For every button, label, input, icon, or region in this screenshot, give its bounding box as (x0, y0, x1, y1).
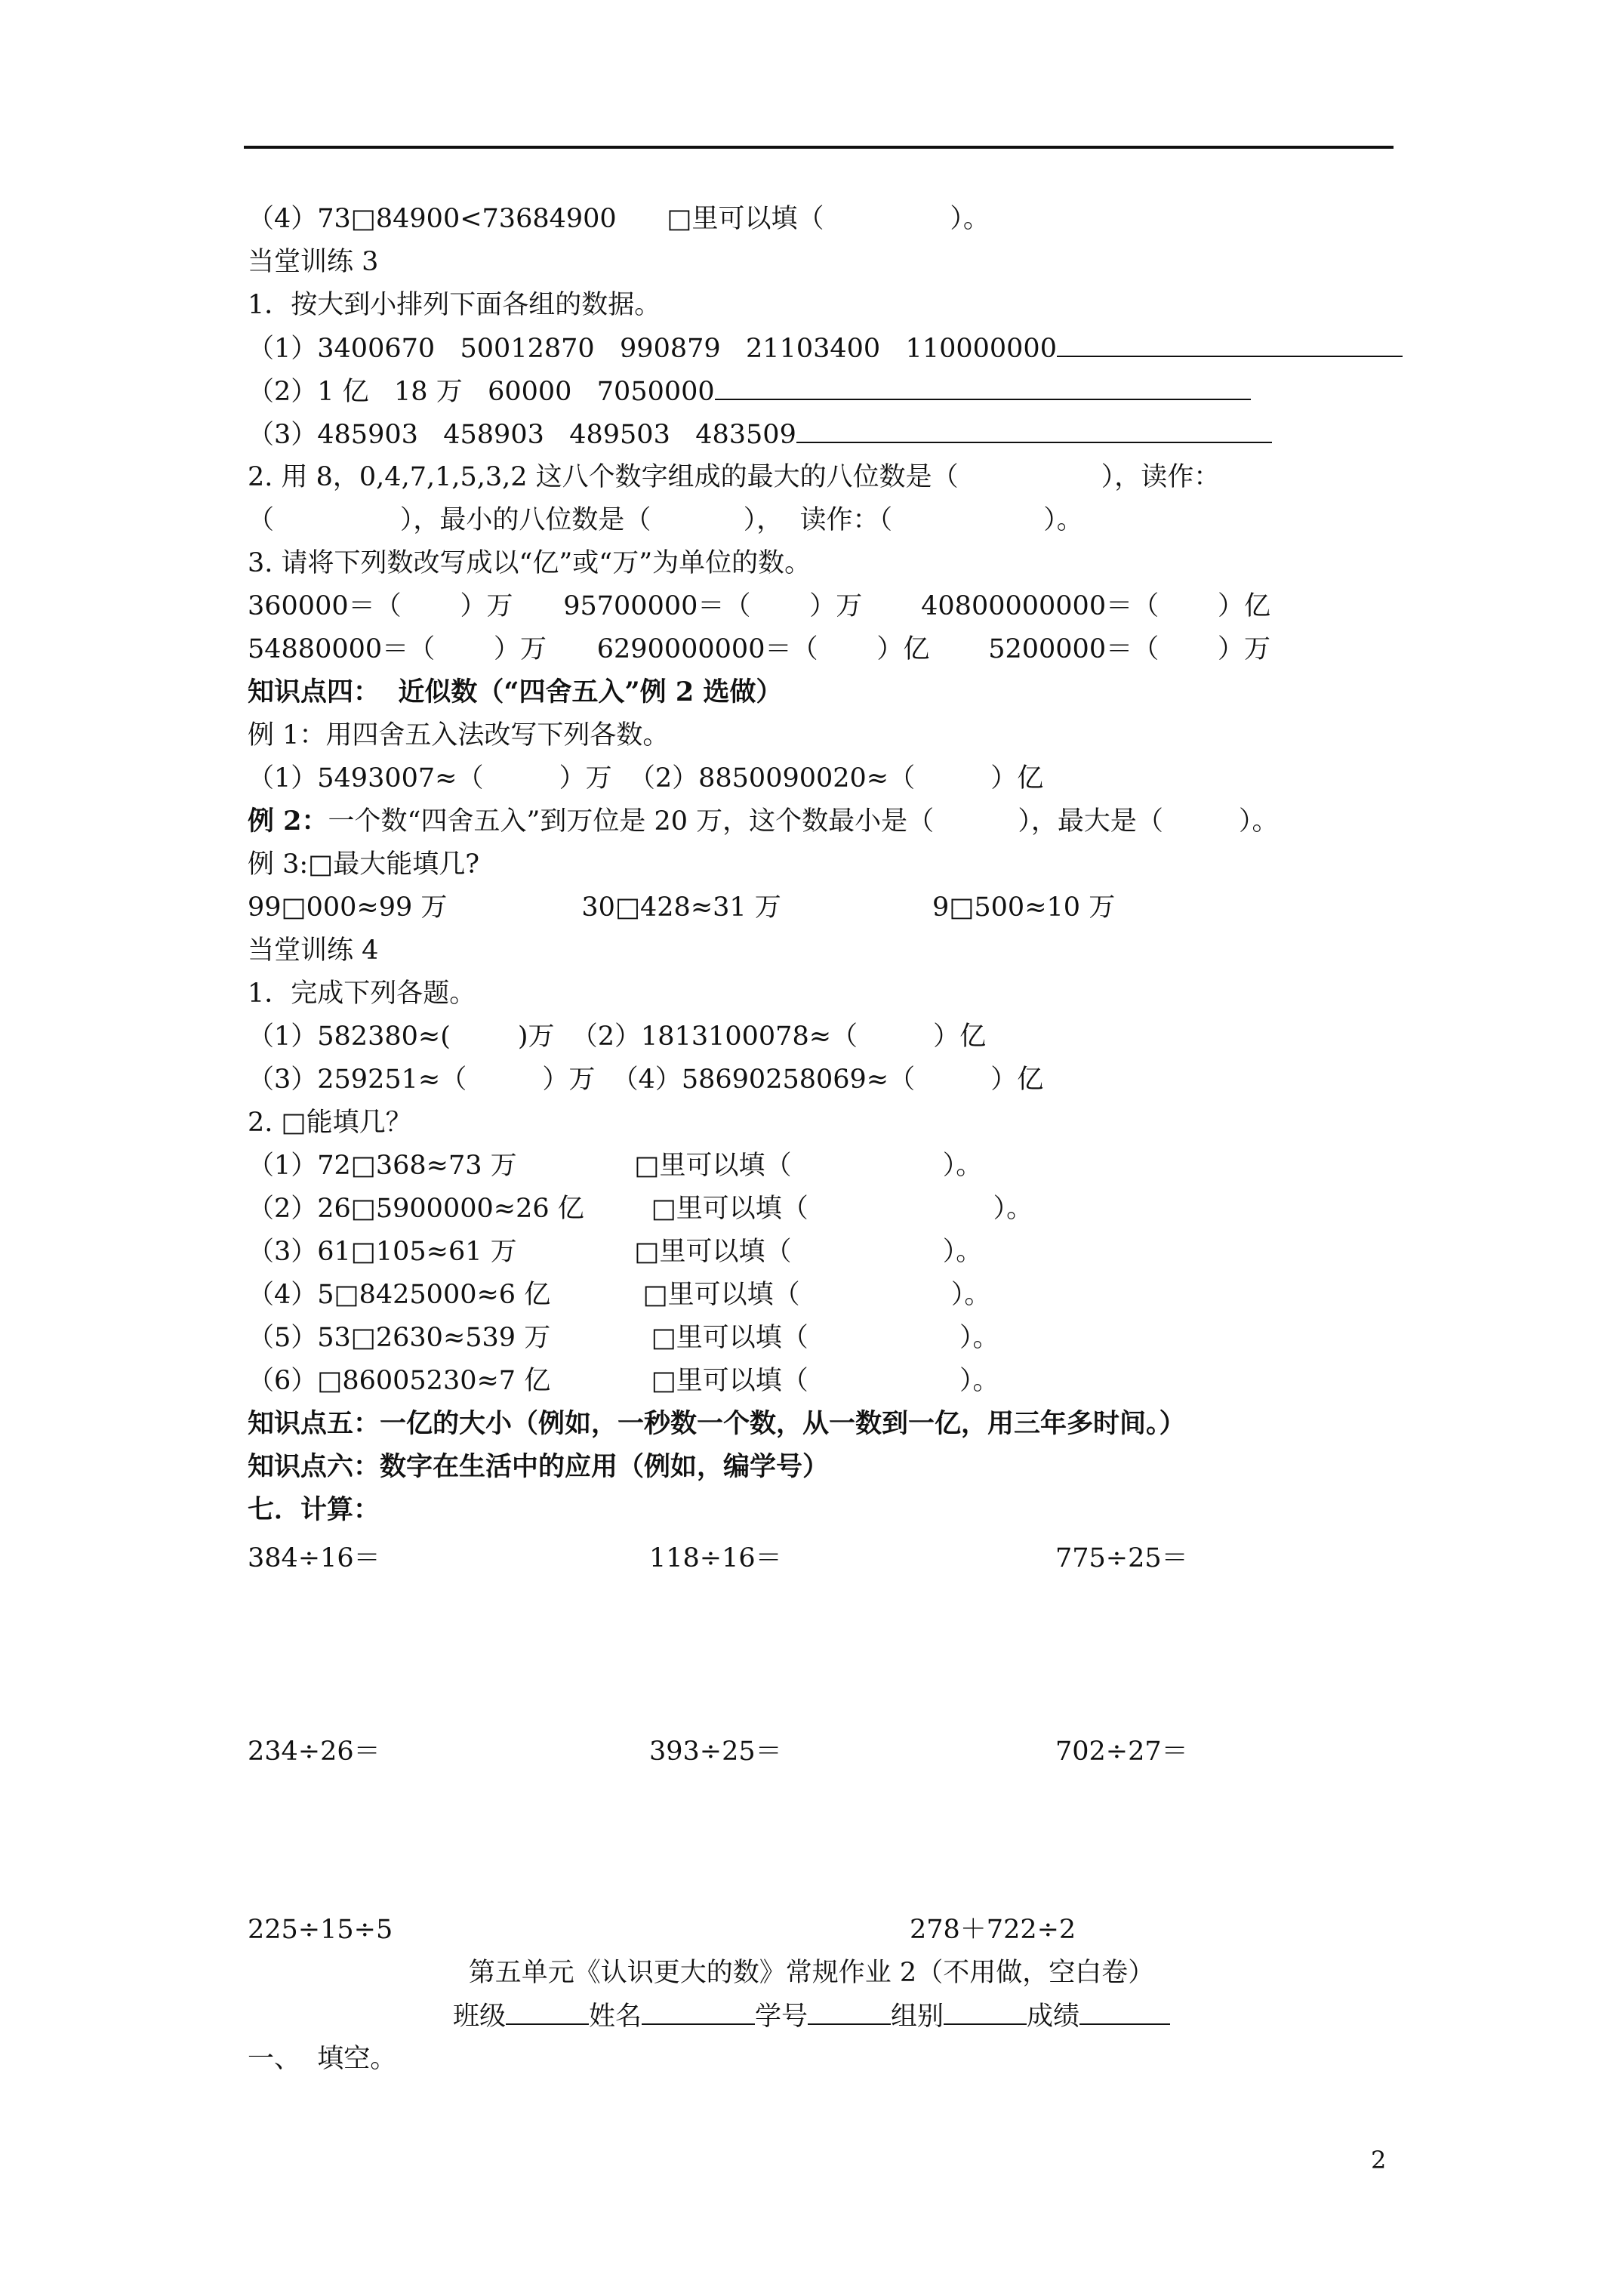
example-1: 例 1：用四舍五入法改写下列各数。 (248, 720, 670, 750)
question: 2. □能填几？ (248, 1108, 412, 1138)
section-heading: 七．计算： (248, 1494, 380, 1525)
example-3: 例 3:□最大能填几? (248, 849, 480, 880)
fill-in-section: 一、 填空。 (248, 2044, 397, 2074)
score-label: 成绩 (1027, 2002, 1080, 2032)
text-line: 54880000＝（ ）万 6290000000＝（ ）亿 5200000＝（ ）万 (248, 634, 1270, 664)
sort-group-3: （3）485903 458903 489503 483509 (248, 420, 796, 450)
answer-line (1057, 330, 1403, 357)
calc-item: 384÷16＝ (248, 1543, 380, 1573)
text-line: （2）26□5900000≈26 亿 □里可以填（ ）。 (248, 1194, 1033, 1224)
section-heading: 当堂训练 4 (248, 935, 379, 966)
section-heading: 当堂训练 3 (248, 247, 379, 277)
name-blank (642, 1998, 755, 2025)
question: 1．完成下列各题。 (248, 978, 476, 1009)
knowledge-point-6: 知识点六：数字在生活中的应用（例如，编学号） (248, 1451, 830, 1482)
example-text: 一个数“四舍五入”到万位是 20 万，这个数最小是（ ），最大是（ ）。 (328, 806, 1279, 837)
page-number: 2 (1371, 2146, 1387, 2174)
text-line: （4）5□8425000≈6 亿 □里可以填（ ）。 (248, 1280, 991, 1310)
calc-item: 225÷15÷5 (248, 1915, 393, 1945)
question: 1．按大到小排列下面各组的数据。 (248, 290, 661, 320)
text-line: 360000＝（ ）万 95700000＝（ ）万 40800000000＝（ ）亿 (248, 591, 1270, 621)
calc-item: 775÷25＝ (1055, 1543, 1188, 1573)
class-blank (506, 1998, 589, 2025)
text-line (248, 416, 1272, 453)
sort-group-2: （2）1 亿 18 万 60000 7050000 (248, 377, 715, 407)
id-blank (808, 1998, 891, 2025)
sort-group-1: （1）3400670 50012870 990879 21103400 110000000 (248, 334, 1057, 364)
header-rule (244, 146, 1394, 149)
text-line: （5）53□2630≈539 万 □里可以填（ ）。 (248, 1323, 999, 1353)
name-label: 姓名 (588, 2002, 642, 2032)
student-info-row (0, 1998, 1623, 2035)
worksheet-title: 第五单元《认识更大的数》常规作业 2（不用做，空白卷） (468, 1958, 1155, 1988)
text-line: 99□000≈99 万 30□428≈31 万 9□500≈10 万 (248, 892, 1116, 923)
knowledge-point-4: 知识点四： 近似数（“四舍五入”例 2 选做） (248, 676, 783, 707)
calc-item: 702÷27＝ (1055, 1737, 1188, 1767)
group-blank (944, 1998, 1027, 2025)
answer-line (715, 373, 1251, 400)
answer-line (796, 416, 1272, 443)
example-label: 例 2： (248, 806, 328, 837)
group-label: 组别 (891, 2002, 944, 2032)
calc-item: 118÷16＝ (649, 1543, 782, 1573)
score-blank (1079, 1998, 1170, 2025)
text-line: （ ），最小的八位数是（ ）， 读作：（ ）。 (248, 505, 1083, 535)
text-line: （1）72□368≈73 万 □里可以填（ ）。 (248, 1151, 983, 1181)
calc-item: 234÷26＝ (248, 1737, 380, 1767)
id-label: 学号 (754, 2002, 808, 2032)
question: 3. 请将下列数改写成以“亿”或“万”为单位的数。 (248, 548, 812, 578)
knowledge-point-5: 知识点五：一亿的大小（例如，一秒数一个数，从一数到一亿，用三年多时间。） (248, 1408, 1186, 1439)
text-line: （1）5493007≈（ ）万 （2）8850090020≈（ ）亿 (248, 763, 1044, 794)
question: 2. 用 8，0,4,7,1,5,3,2 这八个数字组成的最大的八位数是（ ），读作： (248, 462, 1221, 492)
example-2 (248, 803, 1279, 840)
text-line: （3）61□105≈61 万 □里可以填（ ）。 (248, 1237, 983, 1267)
class-label: 班级 (452, 2002, 506, 2032)
text-line: （6）□86005230≈7 亿 □里可以填（ ）。 (248, 1366, 999, 1396)
text-line: （3）259251≈（ ）万 （4）58690258069≈（ ）亿 (248, 1065, 1044, 1095)
text-line: （1）582380≈( )万 （2）1813100078≈（ ）亿 (248, 1022, 987, 1052)
calc-item: 278＋722÷2 (910, 1915, 1076, 1945)
text-line (248, 373, 1251, 410)
calc-item: 393÷25＝ (649, 1737, 782, 1767)
text-line: （4）73□84900<73684900 □里可以填（ ）。 (248, 204, 990, 234)
text-line (248, 330, 1403, 367)
